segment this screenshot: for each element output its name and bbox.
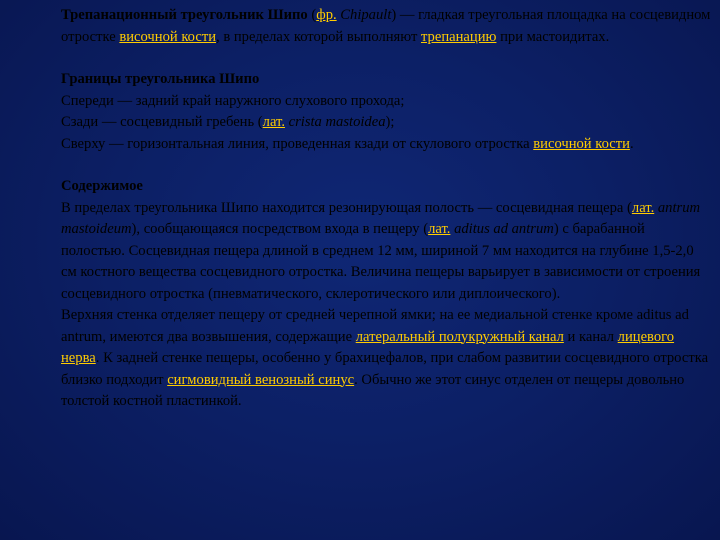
border-top-text: . — [629, 135, 634, 152]
intro-text: ) — гладкая треугольная площадка на сосцевидном отростке — [61, 7, 711, 45]
border-back — [61, 112, 711, 134]
contents-text: Верхняя стенка отделяет пещеру от средней черепной ямки; на ее медиальной стенке кроме aditus ad antrum, имеются два возвышения, содержащие — [61, 307, 689, 345]
contents-text: ) с барабанной полостью. Сосцевидная пещера длиной в среднем 12 мм, шириной 7 мм находится на глубине 1,5-2,0 см костного вещества сосцевидного отростка. Величина пещеры варьирует в зависимости от строения сосцевидного отростка (пневматического, склеротического или диплоического). — [61, 221, 701, 302]
latin-term: aditus ad antrum — [450, 221, 554, 237]
contents-heading — [61, 176, 711, 198]
latin-term: antrum mastoideum — [61, 199, 701, 237]
link-sigmoid-sinus[interactable]: сигмовидный венозный синус — [167, 371, 355, 388]
contents-text: . К задней стенке пещеры, особенно у брахицефалов, при слабом развитии сосцевидного отростка близко подходит — [61, 350, 709, 388]
border-top-text: Сверху — горизонтальная линия, проведенная кзади от скулового отростка — [61, 135, 534, 152]
link-trepanation[interactable]: трепанацию — [421, 28, 497, 45]
contents-paragraph-2 — [61, 305, 711, 413]
link-temporal-bone[interactable]: височной кости — [119, 28, 217, 45]
french-word: Chipault — [336, 7, 392, 23]
border-front: Спереди — задний край наружного слухового прохода; — [61, 92, 405, 109]
contents-paragraph-1 — [61, 198, 711, 306]
link-facial-nerve[interactable]: лицевого нерва — [61, 328, 675, 366]
contents-text: В пределах треугольника Шипо находится резонирующая полость — сосцевидная пещера ( — [61, 199, 632, 216]
contents-text: . Обычно же этот синус отделен от пещеры довольно толстой костной пластинкой. — [61, 371, 685, 409]
contents-text: ), сообщающаяся посредством входа в пещеру ( — [131, 221, 429, 237]
link-lat[interactable]: лат. — [262, 114, 285, 130]
contents-heading-text: Содержимое — [61, 178, 143, 194]
slide-content — [61, 5, 711, 413]
border-back-text: Сзади — сосцевидный гребень ( — [61, 114, 263, 130]
term-title: Трепанационный треугольник Шипо — [61, 7, 308, 23]
intro-text: ( — [307, 7, 317, 23]
borders-heading — [61, 69, 711, 91]
intro-text: при мастоидитах. — [496, 28, 610, 45]
link-semicircular-canal[interactable]: латеральный полукружный канал — [355, 328, 564, 345]
border-back-text: ); — [385, 114, 395, 130]
latin-term: crista mastoidea — [284, 114, 386, 130]
borders-heading-text: Границы треугольника Шипо — [61, 71, 260, 87]
border-top — [61, 134, 711, 156]
link-fr[interactable]: фр. — [316, 7, 337, 23]
contents-text: и канал — [563, 328, 618, 345]
link-temporal-bone-2[interactable]: височной кости — [533, 135, 630, 152]
intro-text: , в пределах которой выполняют — [216, 28, 421, 45]
intro-paragraph — [61, 5, 711, 48]
link-lat[interactable]: лат. — [631, 199, 655, 216]
link-lat[interactable]: лат. — [428, 221, 451, 237]
